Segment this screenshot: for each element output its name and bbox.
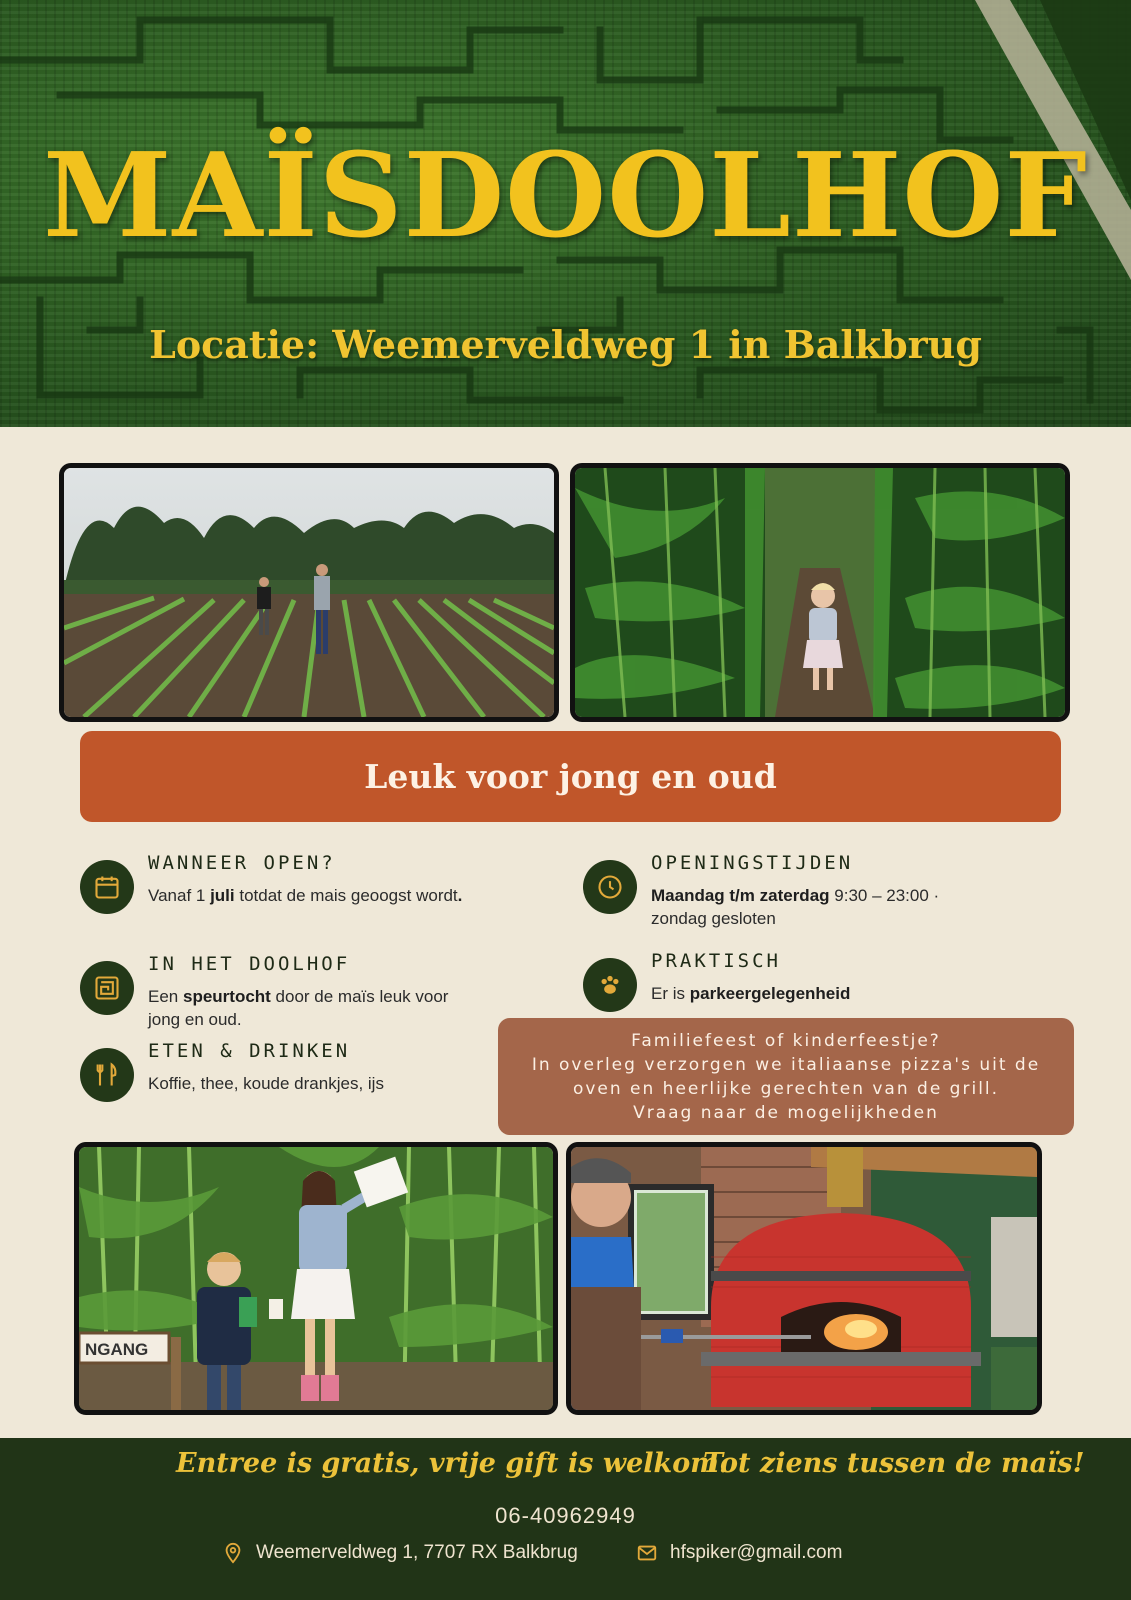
info-praktisch [583,950,1033,1020]
photo-pizza-oven [566,1142,1042,1415]
info-text: Koffie, thee, koude drankjes, ijs [148,1074,384,1093]
location-subtitle: Locatie: Weemerveldweg 1 in Balkbrug [149,322,982,367]
info-eten-drinken [80,1040,500,1110]
location-pin-icon [222,1542,244,1564]
photo-field [59,463,559,722]
info-text: Maandag t/m zaterdag 9:30 – 23:00 · zondag gesloten [651,886,940,928]
party-line-3: oven en heerlijke gerechten van de grill. [572,1079,1000,1099]
phone-number[interactable]: 06-40962949 [495,1503,636,1528]
maze-icon [80,961,134,1015]
info-text: Een speurtocht door de maïs leuk voor jong en oud. [148,987,449,1029]
cutlery-icon [80,1048,134,1102]
paw-icon [583,958,637,1012]
info-heading: ETEN & DRINKEN [148,1040,351,1062]
clock-icon [583,860,637,914]
info-wanneer-open [80,852,530,932]
entrance-sign-text: NGANG [85,1340,149,1359]
tagline-text: Leuk voor jong en oud [364,757,777,796]
party-line-1: Familiefeest of kinderfeestje? [631,1031,941,1051]
info-text: Er is parkeergelegenheid [651,984,851,1003]
info-in-het-doolhof [80,953,530,1033]
calendar-icon [80,860,134,914]
info-text: Vanaf 1 juli totdat de mais geoogst wordt. [148,886,463,905]
hero-aerial-maze [0,0,1131,427]
party-line-4: Vraag naar de mogelijkheden [633,1103,939,1123]
slogan-tot-ziens: Tot ziens tussen de maïs! [703,1448,1085,1479]
info-openingstijden [583,852,1033,932]
photo-toddler [570,463,1070,722]
email-contact[interactable] [636,1542,842,1564]
page-title: MAÏSDOOLHOF [43,128,1088,264]
email-text[interactable]: hfspiker@gmail.com [670,1542,843,1563]
party-line-2: In overleg verzorgen we italiaanse pizza's uit de [531,1055,1041,1075]
tagline-banner [80,731,1061,822]
footer [0,1438,1131,1600]
slogan-entree: Entree is gratis, vrije gift is welkom. [176,1448,729,1479]
address-contact [222,1542,578,1564]
party-offer-box [498,1018,1074,1135]
photo-kids-maze [74,1142,558,1415]
info-heading: WANNEER OPEN? [148,852,336,874]
mail-icon [636,1542,658,1564]
address-text: Weemerveldweg 1, 7707 RX Balkbrug [256,1542,578,1563]
info-heading: IN HET DOOLHOF [148,953,351,975]
info-heading: OPENINGSTIJDEN [651,852,854,874]
info-heading: PRAKTISCH [651,950,781,972]
